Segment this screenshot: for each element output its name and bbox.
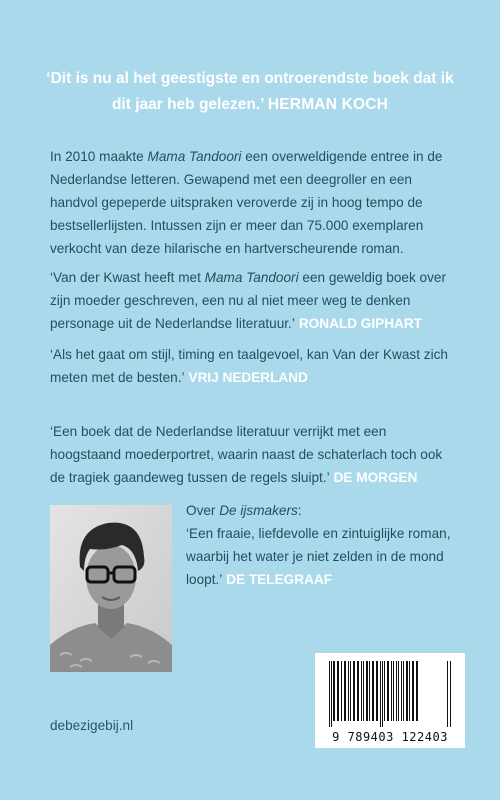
isbn-number: 9 789403 122403 (332, 730, 448, 744)
barcode-bar (361, 661, 362, 721)
barcode-bar (416, 661, 418, 721)
barcode-bar (412, 661, 414, 721)
intro-text-1: In 2010 maakte (50, 149, 148, 164)
ijsmakers-quote-source: DE TELEGRAAF (226, 572, 333, 587)
publisher-website: debezigebij.nl (50, 718, 134, 733)
barcode-bar (350, 661, 351, 721)
barcode-bars (325, 661, 455, 727)
barcode-bar (409, 661, 410, 721)
barcode-bar (357, 661, 359, 721)
barcode-bar (333, 661, 335, 721)
headline-quote-text: ‘Dit is nu al het geestigste en ontroerendste boek dat ik dit jaar heb gelezen.’ (46, 70, 454, 113)
review-quote-text: ‘Een boek dat de Nederlandse literatuur verrijkt met een hoogstaand moederportret, waarin naast de schaterlach toch ook de tragiek gaandeweg tussen de regels sluipt.’ (50, 424, 443, 485)
barcode-bar (384, 661, 385, 721)
ijsmakers-quote (186, 522, 466, 591)
review-quote-giphart (50, 266, 460, 335)
review-quote-text-2: een geweldig boek over zijn moeder geschreven, een nu al niet meer weg te denken personage uit de Nederlandse literatuur.’ (50, 270, 446, 331)
ijsmakers-heading (186, 499, 466, 522)
barcode-bar (447, 661, 448, 727)
ijsmakers-over-label: Over (186, 503, 220, 518)
review-quote-book-title: Mama Tandoori (204, 270, 299, 285)
barcode-bar (391, 661, 392, 721)
barcode-bar (337, 661, 339, 721)
barcode-bar (382, 661, 383, 727)
barcode-bar (398, 661, 399, 721)
barcode-bar (372, 661, 374, 721)
isbn-barcode (315, 653, 465, 748)
barcode-bar (369, 661, 370, 721)
review-quote-source: VRIJ NEDERLAND (188, 370, 308, 385)
barcode-bar (344, 661, 346, 721)
headline-quote-author: HERMAN KOCH (267, 96, 389, 113)
review-quote-text: ‘Als het gaat om stijl, timing en taalgevoel, kan Van der Kwast zich meten met de besten.’ (50, 347, 448, 385)
barcode-bar (393, 661, 394, 721)
barcode-bar (376, 661, 378, 721)
barcode-bar (450, 661, 451, 727)
barcode-bar (380, 661, 381, 727)
author-portrait-image (50, 505, 172, 672)
ijsmakers-quote-text: ‘Een fraaie, liefdevolle en zintuiglijke roman, waarbij het water je niet zelden in de mond loopt.’ (186, 526, 451, 587)
barcode-bar (331, 661, 332, 727)
ijsmakers-book-title: De ijsmakers (219, 503, 298, 518)
intro-paragraph (50, 145, 460, 260)
barcode-bar (329, 661, 330, 727)
ijsmakers-colon: : (297, 503, 302, 518)
barcode-bar (387, 661, 389, 721)
review-quote-text-1: ‘Van der Kwast heeft met (50, 270, 205, 285)
headline-quote (40, 66, 460, 118)
barcode-bar (348, 661, 349, 721)
review-quote-source: RONALD GIPHART (298, 316, 422, 331)
barcode-bar (353, 661, 355, 721)
barcode-bar (403, 661, 404, 721)
review-quote-source: DE MORGEN (333, 470, 418, 485)
review-quote-de-morgen (50, 420, 460, 489)
barcode-bar (366, 661, 368, 721)
author-photo (50, 505, 172, 672)
intro-text-2: een overweldigende entree in de Nederlandse letteren. Gewapend met een deegroller en een handvol gepeperde uitspraken veroverde zij in hoog tempo de bestsellerlijsten. Intussen zijn er meer dan 75.000 exemplaren verkocht van deze hilarische en hartverscheurende roman. (50, 149, 443, 256)
barcode-bar (406, 661, 408, 721)
barcode-bar (396, 661, 397, 721)
intro-book-title: Mama Tandoori (147, 149, 242, 164)
barcode-bar (341, 661, 342, 721)
ijsmakers-review (186, 499, 466, 591)
review-quote-vrij-nederland (50, 343, 460, 389)
barcode-bar (401, 661, 402, 721)
barcode-bar (363, 661, 364, 721)
